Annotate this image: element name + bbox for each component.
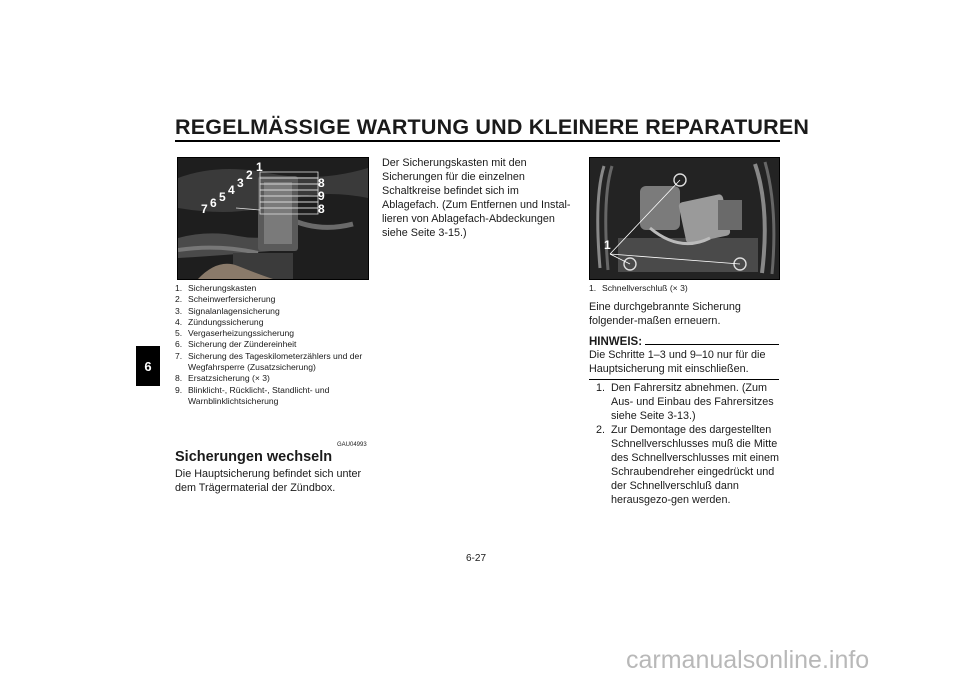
legend-item: 5. Vergaserheizungssicherung — [175, 328, 295, 339]
legend-item: 4. Zündungssicherung — [175, 316, 264, 327]
title-rule — [175, 140, 780, 142]
legend-item: 1. Sicherungskasten — [175, 283, 257, 293]
section-heading: Sicherungen wechseln — [175, 449, 333, 465]
page-number: 6-27 — [466, 553, 487, 564]
storage-compartment-photo — [589, 157, 780, 280]
callout-7: 7 — [201, 202, 208, 216]
note-label: HINWEIS: — [589, 336, 643, 348]
note-text: Die Schritte 1–3 und 9–10 nur für die Hauptsicherung mit einschließen. — [589, 348, 779, 380]
figure1-legend — [175, 283, 371, 407]
list-item: 1. Den Fahrersitz abnehmen. (Zum Aus- und Einbau des Fahrersitzes siehe Seite 3-13.) — [596, 382, 774, 422]
legend-item: 7. Sicherung des Tageskilometerzählers und der Wegfahrsperre (Zusatzsicherung) — [175, 350, 363, 373]
callout-4: 4 — [228, 183, 235, 197]
steps-list — [589, 381, 781, 507]
callout-8a: 8 — [318, 176, 325, 190]
page-title: REGELMÄSSIGE WARTUNG UND KLEINERE REPARATUREN — [175, 115, 810, 139]
list-item: 2. Zur Demontage des dargestellten Schnellverschlusses muß die Mitte des Schnellverschlusses mit einem Schraubendreher eingedrückt und der Schnellverschluß dann herausgezo-gen werden. — [596, 424, 780, 506]
note-box — [589, 336, 779, 380]
fuse-box-photo — [177, 157, 369, 280]
callout-6: 6 — [210, 196, 217, 210]
figure2-legend — [589, 283, 781, 294]
callout-8b: 8 — [318, 202, 325, 216]
callout-1: 1 — [256, 160, 263, 174]
chapter-tab: 6 — [136, 346, 160, 386]
callout-9: 9 — [318, 189, 325, 203]
legend-item: 9. Blinklicht-, Rücklicht-, Standlicht- und Warnblinklichtsicherung — [175, 384, 330, 406]
legend-item: 6. Sicherung der Zündereinheit — [175, 339, 297, 350]
callout-1: 1 — [604, 238, 611, 252]
section-code: GAU04993 — [337, 442, 367, 448]
replace-text: Eine durchgebrannte Sicherung folgender-maßen erneuern. — [589, 301, 741, 327]
legend-item: 8. Ersatzsicherung (× 3) — [175, 373, 270, 384]
callout-3: 3 — [237, 176, 244, 190]
watermark: carmanualsonline.info — [626, 646, 870, 674]
legend-item: 3. Signalanlagensicherung — [175, 305, 280, 316]
section-text: Die Hauptsicherung befindet sich unter dem Trägermaterial der Zündbox. — [175, 468, 362, 494]
callout-5: 5 — [219, 190, 226, 204]
middle-text: Der Sicherungskasten mit den Sicherungen für die einzelnen Schaltkreise befindet sich im Ablagefach. (Zum Entfernen und Instal-lieren von Ablagefach-Abdeckungen siehe Seite 3-15.) — [382, 157, 571, 239]
legend-item: 1. Schnellverschluß (× 3) — [589, 283, 688, 293]
legend-item: 2. Scheinwerfersicherung — [175, 294, 276, 305]
callout-2: 2 — [246, 168, 253, 182]
